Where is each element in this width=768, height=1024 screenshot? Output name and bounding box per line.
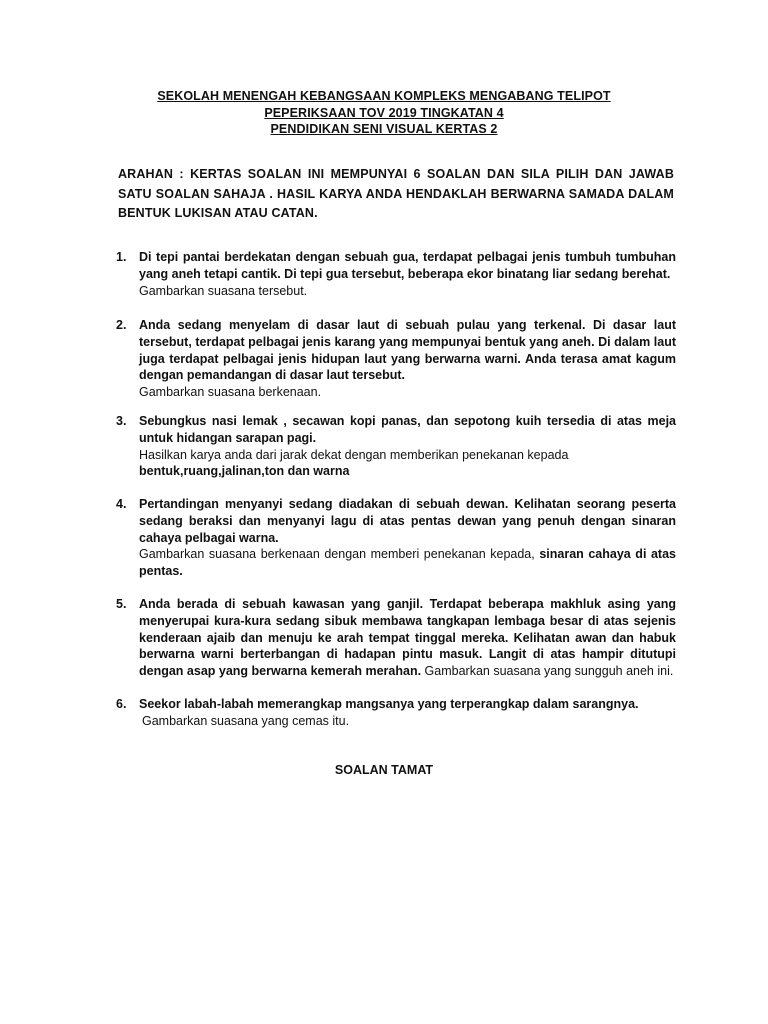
question-2 xyxy=(116,317,676,401)
question-number: 5. xyxy=(116,597,127,611)
question-6 xyxy=(116,696,676,730)
question-4 xyxy=(116,496,676,580)
question-text: Pertandingan menyanyi sedang diadakan di sebuah dewan. Kelihatan seorang peserta sedang beraksi dan menyanyi lagu di atas pentas dewan yang penuh dengan sinaran cahaya pelbagai warna. xyxy=(139,497,676,545)
question-instruction: Gambarkan suasana yang cemas itu. xyxy=(142,713,350,728)
instructions: ARAHAN : KERTAS SOALAN INI MEMPUNYAI 6 SOALAN DAN SILA PILIH DAN JAWAB SATU SOALAN SAHAJA . HASIL KARYA ANDA HENDAKLAH BERWARNA SAMADA DALAM BENTUK LUKISAN ATAU CATAN. xyxy=(118,167,674,220)
end-of-paper: SOALAN TAMAT xyxy=(334,763,434,777)
document-header xyxy=(0,88,768,138)
question-text: Sebungkus nasi lemak , secawan kopi panas, dan sepotong kuih tersedia di atas meja untuk hidangan sarapan pagi. xyxy=(139,414,676,445)
question-number: 2. xyxy=(116,318,127,332)
question-instruction-line xyxy=(139,546,676,580)
question-number: 6. xyxy=(116,697,127,711)
question-text: Anda sedang menyelam di dasar laut di sebuah pulau yang terkenal. Di dasar laut tersebut, terdapat pelbagai jenis karang yang mempunyai bentuk yang aneh. Di dalam laut juga terdapat pelbagai jenis hidupan laut yang berwarna warni. Anda terasa amat kagum dengan pemandangan di dasar laut tersebut. xyxy=(139,318,676,383)
question-number: 3. xyxy=(116,414,127,428)
question-number: 4. xyxy=(116,497,127,511)
subject-title: PENDIDIKAN SENI VISUAL KERTAS 2 xyxy=(270,122,498,136)
question-instruction: Gambarkan suasana berkenaan dengan memberi penekanan kepada, xyxy=(139,547,535,562)
question-number: 1. xyxy=(116,250,127,264)
question-text: Seekor labah-labah memerangkap mangsanya yang terperangkap dalam sarangnya. xyxy=(139,697,639,711)
exam-title: PEPERIKSAAN TOV 2019 TINGKATAN 4 xyxy=(264,105,504,120)
school-name: SEKOLAH MENENGAH KEBANGSAAN KOMPLEKS MENGABANG TELIPOT xyxy=(157,89,611,103)
question-instruction: Hasilkan karya anda dari jarak dekat dengan memberikan penekanan kepada xyxy=(139,447,569,462)
question-1 xyxy=(116,249,676,299)
question-text: Di tepi pantai berdekatan dengan sebuah gua, terdapat pelbagai jenis tumbuh tumbuhan yang aneh tetapi cantik. Di tepi gua tersebut, beberapa ekor binatang liar sedang berehat. xyxy=(139,250,676,281)
question-text: Anda berada di sebuah kawasan yang ganjil. Terdapat beberapa makhluk asing yang menyerupai kura-kura sedang sibuk membawa tangkapan lembaga besar di atas sejenis kenderaan ajaib dan menuju ke arah tempat tinggal mereka. Kelihatan awan dan habuk berwarna warni berterbangan di hadapan pintu masuk. Langit di atas hampir ditutupi dengan asap yang berwarna kemerah merahan. xyxy=(139,597,676,679)
question-instruction-emphasis: bentuk,ruang,jalinan,ton dan warna xyxy=(139,464,350,479)
question-instruction-emphasis: sinaran cahaya di atas pentas. xyxy=(139,547,676,579)
question-5 xyxy=(116,596,676,680)
question-instruction: Gambarkan suasana tersebut. xyxy=(139,283,308,298)
question-text-line xyxy=(139,596,676,680)
question-instruction: Gambarkan suasana berkenaan. xyxy=(139,385,322,400)
question-instruction: Gambarkan suasana yang sungguh aneh ini. xyxy=(424,664,674,679)
question-3 xyxy=(116,413,676,480)
